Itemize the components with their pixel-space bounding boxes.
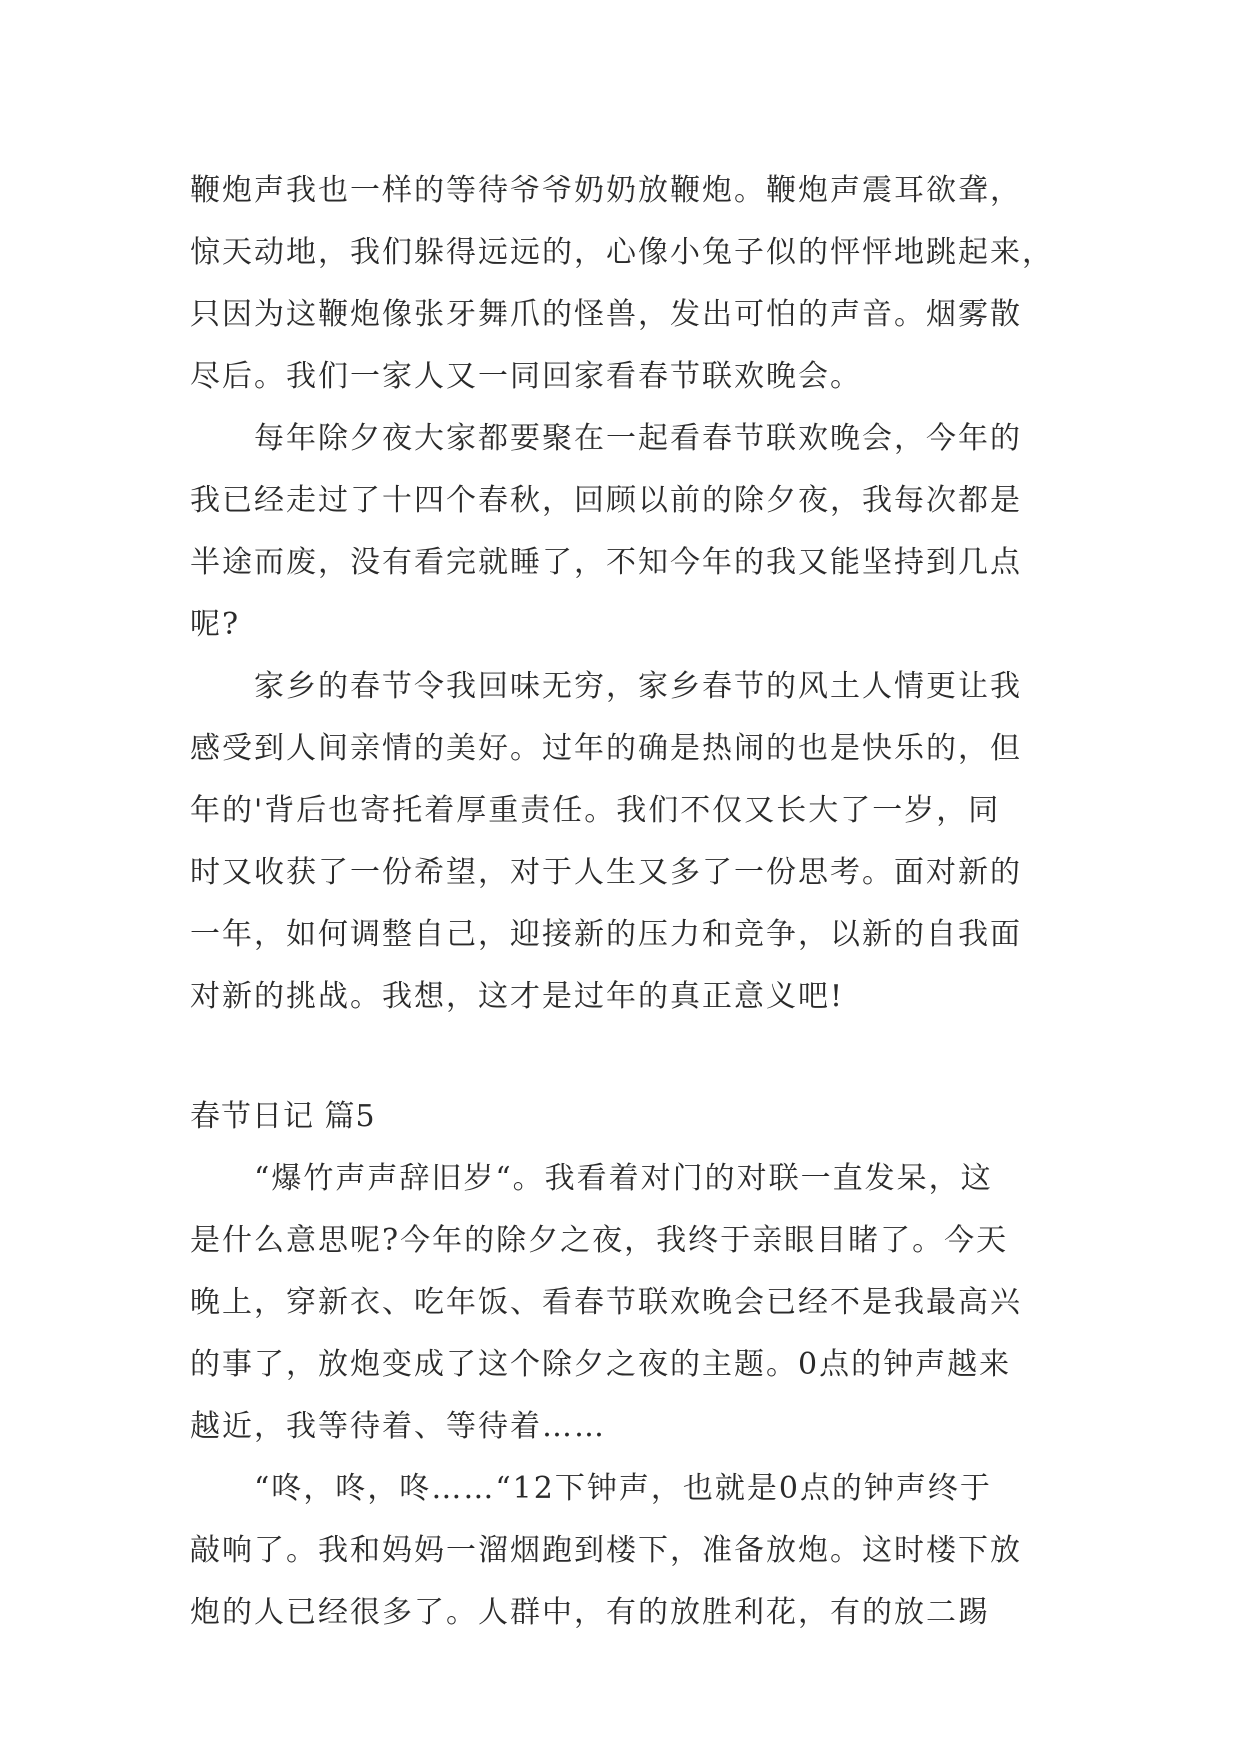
text-line: 家乡的春节令我回味无穷，家乡春节的风土人情更让我 xyxy=(254,669,1022,704)
text-line: 对新的挑战。我想，这才是过年的真正意义吧! xyxy=(190,979,845,1014)
paragraph-4 xyxy=(190,1148,1060,1458)
paragraph-5 xyxy=(190,1458,1060,1644)
text-line: “咚，咚，咚……“12下钟声，也就是0点的钟声终于 xyxy=(254,1471,992,1506)
text-line: 敲响了。我和妈妈一溜烟跑到楼下，准备放炮。这时楼下放 xyxy=(190,1533,1022,1568)
text-line: “爆竹声声辞旧岁“。我看着对门的对联一直发呆，这 xyxy=(254,1161,993,1196)
paragraph-2 xyxy=(190,408,1060,656)
text-line: 的事了，放炮变成了这个除夕之夜的主题。0点的钟声越来 xyxy=(190,1347,1012,1382)
text-line: 半途而废，没有看完就睡了，不知今年的我又能坚持到几点 xyxy=(190,545,1022,580)
text-line: 尽后。我们一家人又一同回家看春节联欢晚会。 xyxy=(190,359,862,394)
text-line: 炮的人已经很多了。人群中，有的放胜利花，有的放二踢 xyxy=(190,1595,990,1630)
text-line: 年的'背后也寄托着厚重责任。我们不仅又长大了一岁，同 xyxy=(190,793,1001,828)
text-line: 感受到人间亲情的美好。过年的确是热闹的也是快乐的，但 xyxy=(190,731,1022,766)
section-spacer xyxy=(190,1028,1060,1086)
paragraph-1 xyxy=(190,160,1060,408)
text-line: 鞭炮声我也一样的等待爷爷奶奶放鞭炮。鞭炮声震耳欲聋， xyxy=(190,173,1022,208)
text-line: 呢? xyxy=(190,607,241,642)
text-line: 一年，如何调整自己，迎接新的压力和竞争，以新的自我面 xyxy=(190,917,1022,952)
section-heading: 春节日记 篇5 xyxy=(190,1099,376,1134)
text-line: 时又收获了一份希望，对于人生又多了一份思考。面对新的 xyxy=(190,855,1022,890)
text-line: 只因为这鞭炮像张牙舞爪的怪兽，发出可怕的声音。烟雾散 xyxy=(190,297,1022,332)
text-line: 我已经走过了十四个春秋，回顾以前的除夕夜，我每次都是 xyxy=(190,483,1022,518)
text-line: 是什么意思呢?今年的除夕之夜，我终于亲眼目睹了。今天 xyxy=(190,1223,1009,1258)
text-line: 越近，我等待着、等待着…… xyxy=(190,1409,606,1444)
text-line: 惊天动地，我们躲得远远的，心像小兔子似的怦怦地跳起来， xyxy=(190,235,1054,270)
document-body xyxy=(190,160,1060,1644)
text-line: 晚上，穿新衣、吃年饭、看春节联欢晚会已经不是我最高兴 xyxy=(190,1285,1022,1320)
paragraph-3 xyxy=(190,656,1060,1028)
text-line: 每年除夕夜大家都要聚在一起看春节联欢晚会，今年的 xyxy=(254,421,1022,456)
